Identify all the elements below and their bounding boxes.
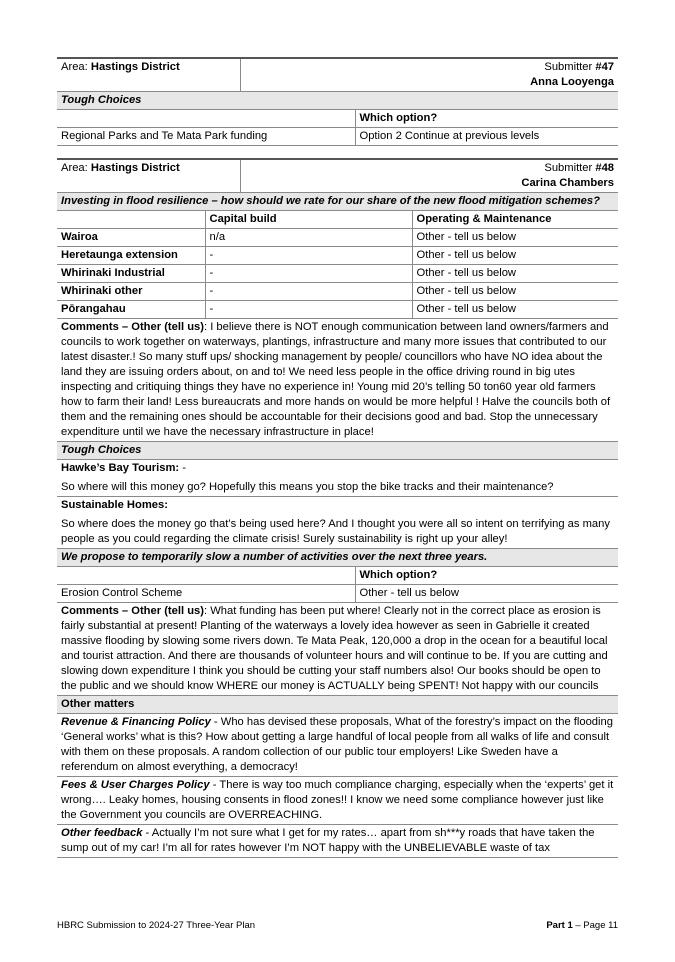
page-number: Part 1 – Page 11 [546, 920, 618, 931]
option-label: Regional Parks and Te Mata Park funding [57, 128, 355, 146]
column-header: Which option? [355, 110, 618, 128]
submitter-cell: Submitter #48 Carina Chambers [240, 159, 618, 193]
flood-row: Whirinaki other - Other - tell us below [57, 283, 618, 301]
fees-policy: Fees & User Charges Policy - There is way too much compliance charging, especially when the ‘experts’ get it wrong…. Leaky homes, housing consents in flood zones!! I know we need some compliance however just like the Government you councils are OVERREACHING. [57, 777, 618, 825]
submission-47 [57, 57, 618, 146]
comments-erosion: Comments – Other (tell us): What funding has been put where! Clearly not in the correct place as erosion is fairly substantial at present! Planting of the waterways a lovely idea however as seen in Gabrielle it created massive flooding by slowing some rivers down. Te Mata Peak, 120,000 a drop in the ocean for a beautiful local and tourist attraction. And there are thousands of volunteer hours and will continue to be. If you are cutting and slowing down expenditure I think you should be cutting your staff numbers also! Our books should be open to the public and we should know WHERE our money is ACTUALLY being SPENT! Not happy with our councils [57, 603, 618, 696]
erosion-value: Other - tell us below [355, 585, 618, 603]
submission-48 [57, 158, 618, 858]
footer-title: HBRC Submission to 2024-27 Three-Year Plan [57, 920, 256, 931]
flood-row: Pōrangahau - Other - tell us below [57, 301, 618, 319]
other-matters-heading: Other matters [57, 696, 618, 714]
submitter-name: Anna Looyenga [530, 76, 615, 88]
area-cell: Area: Hastings District [57, 159, 240, 193]
revenue-policy: Revenue & Financing Policy - Who has devised these proposals, What of the forestry’s impact on the flooding ‘General works’ what is this? How about getting a large handful of local people from all walks of life and consult with them on these proposals. A random collection of our public tour employers! Like Sweden have a referendum on almost everything, a democracy! [57, 714, 618, 777]
area-value: Hastings District [90, 61, 180, 73]
section-heading: Tough Choices [57, 442, 618, 460]
flood-row: Heretaunga extension - Other - tell us below [57, 247, 618, 265]
erosion-label: Erosion Control Scheme [57, 585, 355, 603]
comments-flood: Comments – Other (tell us): I believe there is NOT enough communication between land owners/farmers and councils to work together on waterways, plantings, infrastructure and many more issues that contributed to our latest disaster.! So many stuff ups/ shocking management by people/ councillors who have NO idea about the land they are issuing orders about, on and to! We need less people in the office driving round in big utes inspecting and critiquing things they have no experience in! Young mid 20’s telling 50 ton60 year old farmers how to farm their land! Less bureaucrats and more hands on would be more helpful ! Halve the councils both of them and the remaining ones should be accountable for their decisions good and bad. Stop the unnecessary expenditure until we have the necessary infrastructure in place! [57, 319, 618, 442]
submitter-number: #48 [595, 162, 615, 174]
capital-header: Capital build [205, 211, 412, 229]
submitter-number: #47 [595, 61, 615, 73]
page-footer [57, 918, 618, 933]
flood-row: Whirinaki Industrial - Other - tell us below [57, 265, 618, 283]
area-value: Hastings District [90, 162, 180, 174]
column-header: Which option? [355, 567, 618, 585]
area-cell: Area: Hastings District [57, 58, 240, 92]
operating-header: Operating & Maintenance [412, 211, 618, 229]
sustainable-homes-block: Sustainable Homes: So where does the money go that’s being used here? And I thought you were all so intent on terrifying as many people as you could regarding the climate crisis! Surely sustainability is right up your alley! [57, 497, 618, 549]
submitter-cell: Submitter #47 Anna Looyenga [240, 58, 618, 92]
option-value: Option 2 Continue at previous levels [355, 128, 618, 146]
section-heading: Tough Choices [57, 92, 618, 110]
other-feedback: Other feedback - Actually I’m not sure what I get for my rates… apart from sh***y roads that have taken the sump out of my car! I’m all for rates however I’m NOT happy with the UNBELIEVABLE waste of tax [57, 825, 618, 858]
slow-heading: We propose to temporarily slow a number of activities over the next three years. [57, 549, 618, 567]
hbt-block: Hawke’s Bay Tourism: - So where will this money go? Hopefully this means you stop the bike tracks and their maintenance? [57, 460, 618, 497]
flood-row: Wairoa n/a Other - tell us below [57, 229, 618, 247]
submitter-name: Carina Chambers [521, 177, 615, 189]
flood-question: Investing in flood resilience – how should we rate for our share of the new flood mitigation schemes? [57, 193, 618, 211]
